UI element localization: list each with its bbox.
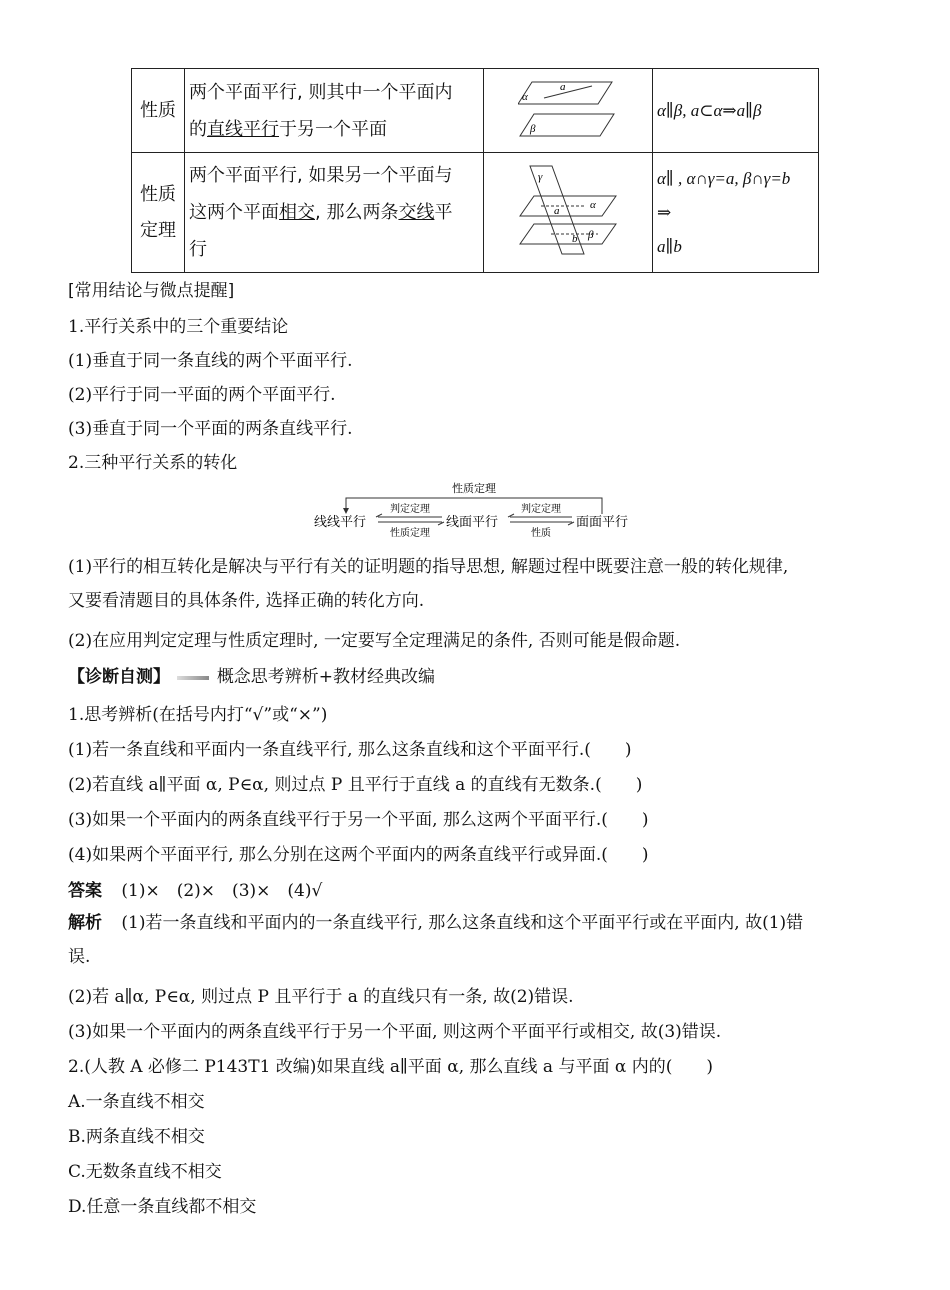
fig-label: b	[572, 233, 578, 245]
diagram-label: 性质定理	[452, 482, 496, 495]
symbol-text: a∥b	[657, 236, 682, 256]
option-item: B.两条直线不相交	[68, 1127, 205, 1147]
diagram-node: 线面平行	[446, 515, 499, 530]
question-item: (1)若一条直线和平面内一条直线平行, 那么这条直线和这个平面平行.( )	[68, 740, 632, 760]
arrow-icon	[177, 676, 209, 680]
fig-label: γ	[538, 171, 543, 183]
diagram-label: 性质	[531, 528, 551, 539]
analysis-text: 误.	[68, 947, 91, 967]
transformation-diagram	[310, 476, 650, 546]
desc-text: , 那么两条	[315, 202, 399, 223]
parallel-planes-figure	[518, 76, 618, 140]
diagram-label: 性质定理	[390, 528, 430, 539]
row-label	[132, 153, 185, 273]
option-item: C.无数条直线不相交	[68, 1162, 222, 1182]
fig-label: α	[590, 199, 596, 211]
desc-text: 于另一个平面	[279, 118, 387, 140]
row-description	[185, 69, 484, 153]
fig-label: β	[530, 123, 536, 135]
analysis-text: (1)若一条直线和平面内的一条直线平行, 那么这条直线和这个平面平行或在平面内, 故(1)错	[121, 913, 804, 933]
question-title: 1.思考辨析(在括号内打“√”或“×”)	[68, 705, 328, 725]
analysis-text: (3)如果一个平面内的两条直线平行于另一个平面, 则这两个平面平行或相交, 故(3)错误.	[68, 1022, 722, 1042]
fig-label: β	[588, 229, 594, 241]
row-figure	[484, 153, 653, 273]
desc-text: 行	[189, 239, 207, 260]
answer-label: 答案	[68, 881, 102, 901]
intersecting-planes-figure	[516, 162, 620, 258]
row-symbol	[653, 69, 819, 153]
diagnostic-subtitle: 概念思考辨析+教材经典改编	[216, 667, 436, 687]
section-heading: [常用结论与微点提醒]	[68, 281, 235, 301]
desc-text: 两个平面平行, 则其中一个平面内	[189, 81, 453, 103]
desc-underline: 平行	[243, 118, 279, 140]
answer-text: (1)× (2)× (3)× (4)√	[121, 881, 323, 901]
note-line: (1)平行的相互转化是解决与平行有关的证明题的指导思想, 解题过程中既要注意一般的转化规律,	[68, 557, 789, 577]
row-label	[132, 69, 185, 153]
fig-label: a	[554, 205, 560, 217]
desc-text: 平	[434, 202, 453, 223]
desc-underline: 交线	[398, 202, 435, 223]
list-item: 2.三种平行关系的转化	[68, 453, 238, 473]
fig-label: α	[522, 91, 528, 103]
note-paragraph	[68, 550, 883, 618]
analysis-text: (2)若 a∥α, P∈α, 则过点 P 且平行于 a 的直线只有一条, 故(2)错误.	[68, 987, 574, 1007]
row-figure	[484, 69, 653, 153]
table-row	[132, 69, 819, 153]
diagnostic-heading	[68, 662, 435, 687]
row-label-text: 性质	[140, 183, 176, 205]
symbol-text: α∥ , α∩γ=a, β∩γ=b	[657, 168, 791, 188]
desc-underline: 直线	[207, 118, 243, 140]
question-item: (2)若直线 a∥平面 α, P∈α, 则过点 P 且平行于直线 a 的直线有无数条.( )	[68, 775, 643, 795]
diagram-node: 面面平行	[576, 515, 629, 530]
diagram-node: 线线平行	[314, 515, 367, 530]
row-description	[185, 153, 484, 273]
diagnostic-title: 【诊断自测】	[68, 667, 170, 687]
desc-text: 两个平面平行, 如果另一个平面与	[189, 165, 453, 186]
table-row	[132, 153, 819, 273]
desc-text: 的	[189, 118, 207, 140]
list-item: (2)平行于同一平面的两个平面平行.	[68, 385, 336, 405]
answer-line	[68, 876, 322, 901]
fig-label: a	[560, 81, 566, 93]
desc-underline: 相交	[279, 202, 315, 223]
row-label-text: 性质	[140, 99, 176, 121]
property-table	[131, 68, 819, 273]
list-item: (3)垂直于同一个平面的两条直线平行.	[68, 419, 353, 439]
list-item: (1)垂直于同一条直线的两个平面平行.	[68, 351, 353, 371]
desc-text: 这两个平面	[189, 202, 279, 223]
analysis-label: 解析	[68, 913, 102, 933]
question-item: (3)如果一个平面内的两条直线平行于另一个平面, 那么这两个平面平行.( )	[68, 810, 649, 830]
diagram-label: 判定定理	[521, 504, 561, 515]
list-item: 1.平行关系中的三个重要结论	[68, 317, 289, 337]
option-item: A.一条直线不相交	[68, 1092, 205, 1112]
symbol-text: α∥β, a⊂α⇒a∥β	[657, 100, 762, 120]
row-symbol	[653, 153, 819, 273]
note-paragraph: (2)在应用判定定理与性质定理时, 一定要写全定理满足的条件, 否则可能是假命题.	[68, 631, 681, 651]
symbol-text: ⇒	[657, 202, 672, 223]
option-item: D.任意一条直线都不相交	[68, 1197, 257, 1217]
analysis-paragraph	[68, 906, 883, 974]
analysis-line	[68, 906, 883, 940]
diagram-label: 判定定理	[390, 504, 430, 515]
question-item: (4)如果两个平面平行, 那么分别在这两个平面内的两条直线平行或异面.( )	[68, 845, 649, 865]
question-title: 2.(人教 A 必修二 P143T1 改编)如果直线 a∥平面 α, 那么直线 a 与平面 α 内的( )	[68, 1057, 713, 1077]
note-line: 又要看清题目的具体条件, 选择正确的转化方向.	[68, 591, 425, 611]
row-label-text: 定理	[140, 219, 176, 241]
